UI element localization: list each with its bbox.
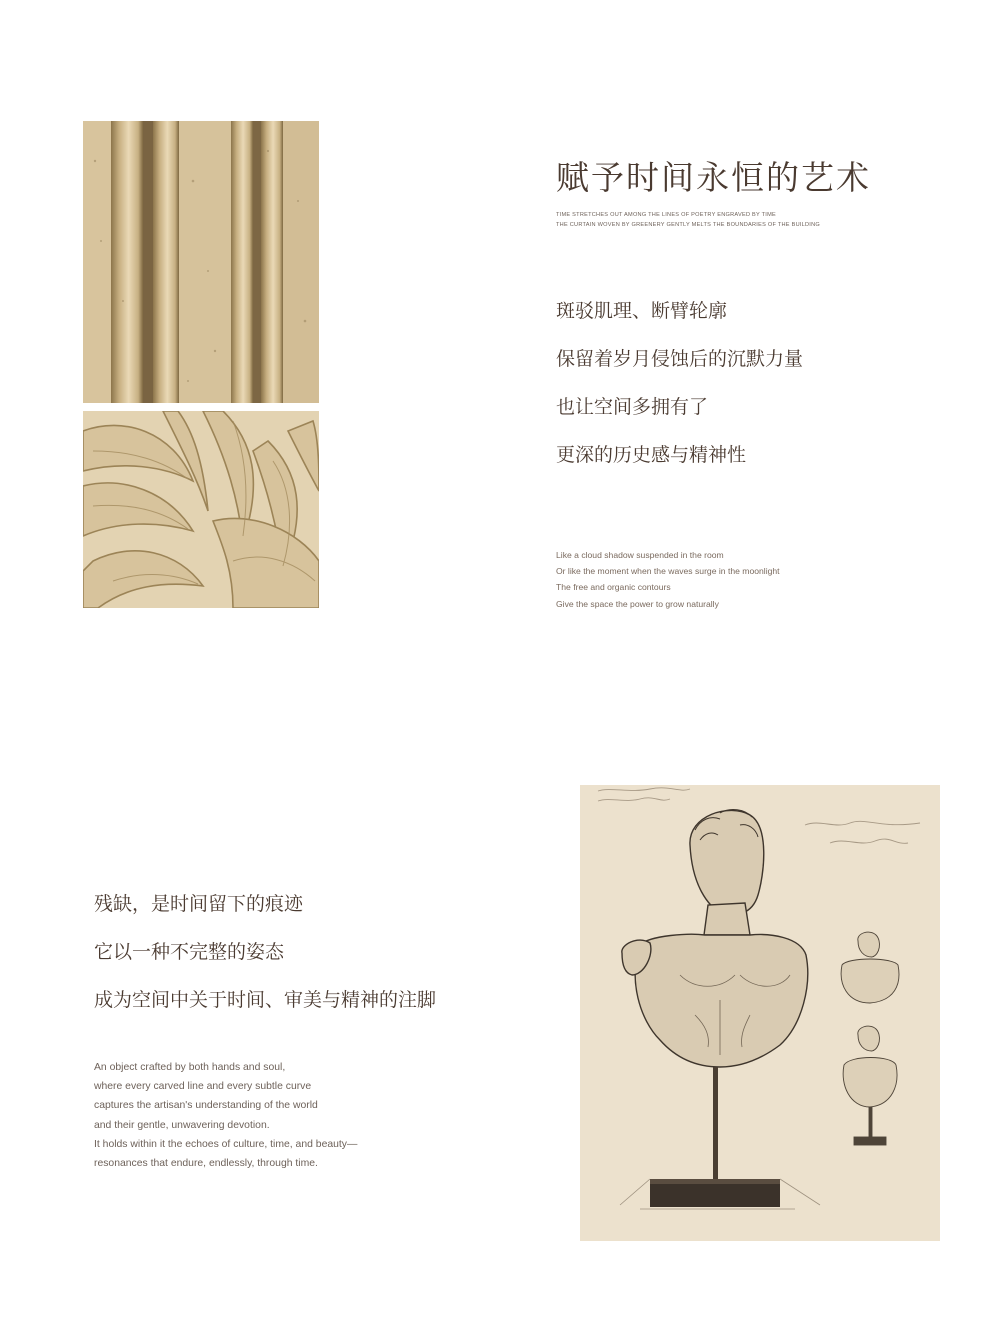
- poem-line: 成为空间中关于时间、审美与精神的注脚: [94, 989, 437, 1011]
- english-line: It holds within it the echoes of culture, time, and beauty—: [94, 1138, 358, 1150]
- classical-bust-sketch-image: [580, 785, 940, 1241]
- poem-line: 也让空间多拥有了: [556, 396, 709, 418]
- english-line: captures the artisan's understanding of the world: [94, 1100, 318, 1112]
- english-line: Or like the moment when the waves surge in the moonlight: [556, 566, 780, 577]
- subtitle-line: TIME STRETCHES OUT AMONG THE LINES OF POETRY ENGRAVED BY TIME: [556, 212, 776, 218]
- acanthus-leaf-relief-image: [83, 411, 319, 608]
- english-line: Give the space the power to grow naturally: [556, 598, 719, 609]
- poem-block-top: [556, 296, 803, 488]
- subtitle-line: THE CURTAIN WOVEN BY GREENERY GENTLY MELTS THE BOUNDARIES OF THE BUILDING: [556, 222, 821, 228]
- poem-block-bottom: [94, 889, 436, 1033]
- poem-line: 它以一种不完整的姿态: [94, 941, 285, 963]
- english-line: where every carved line and every subtle curve: [94, 1081, 312, 1093]
- poem-line: 更深的历史感与精神性: [556, 444, 747, 466]
- english-line: and their gentle, unwavering devotion.: [94, 1119, 270, 1131]
- poem-line: 残缺，是时间留下的痕迹: [94, 893, 304, 915]
- english-line: resonances that endure, endlessly, through time.: [94, 1158, 318, 1170]
- english-subtitle: [556, 210, 820, 230]
- poem-line: 保留着岁月侵蚀后的沉默力量: [556, 348, 804, 370]
- english-text-top: [556, 547, 780, 612]
- page-title: 赋予时间永恒的艺术: [556, 158, 871, 197]
- english-line: The free and organic contours: [556, 582, 671, 593]
- poem-line: 斑驳肌理、断臂轮廓: [556, 300, 728, 322]
- english-line: Like a cloud shadow suspended in the room: [556, 550, 724, 560]
- english-line: An object crafted by both hands and soul,: [94, 1062, 286, 1073]
- fluted-column-relief-image: [83, 121, 319, 403]
- english-text-bottom: [94, 1058, 357, 1173]
